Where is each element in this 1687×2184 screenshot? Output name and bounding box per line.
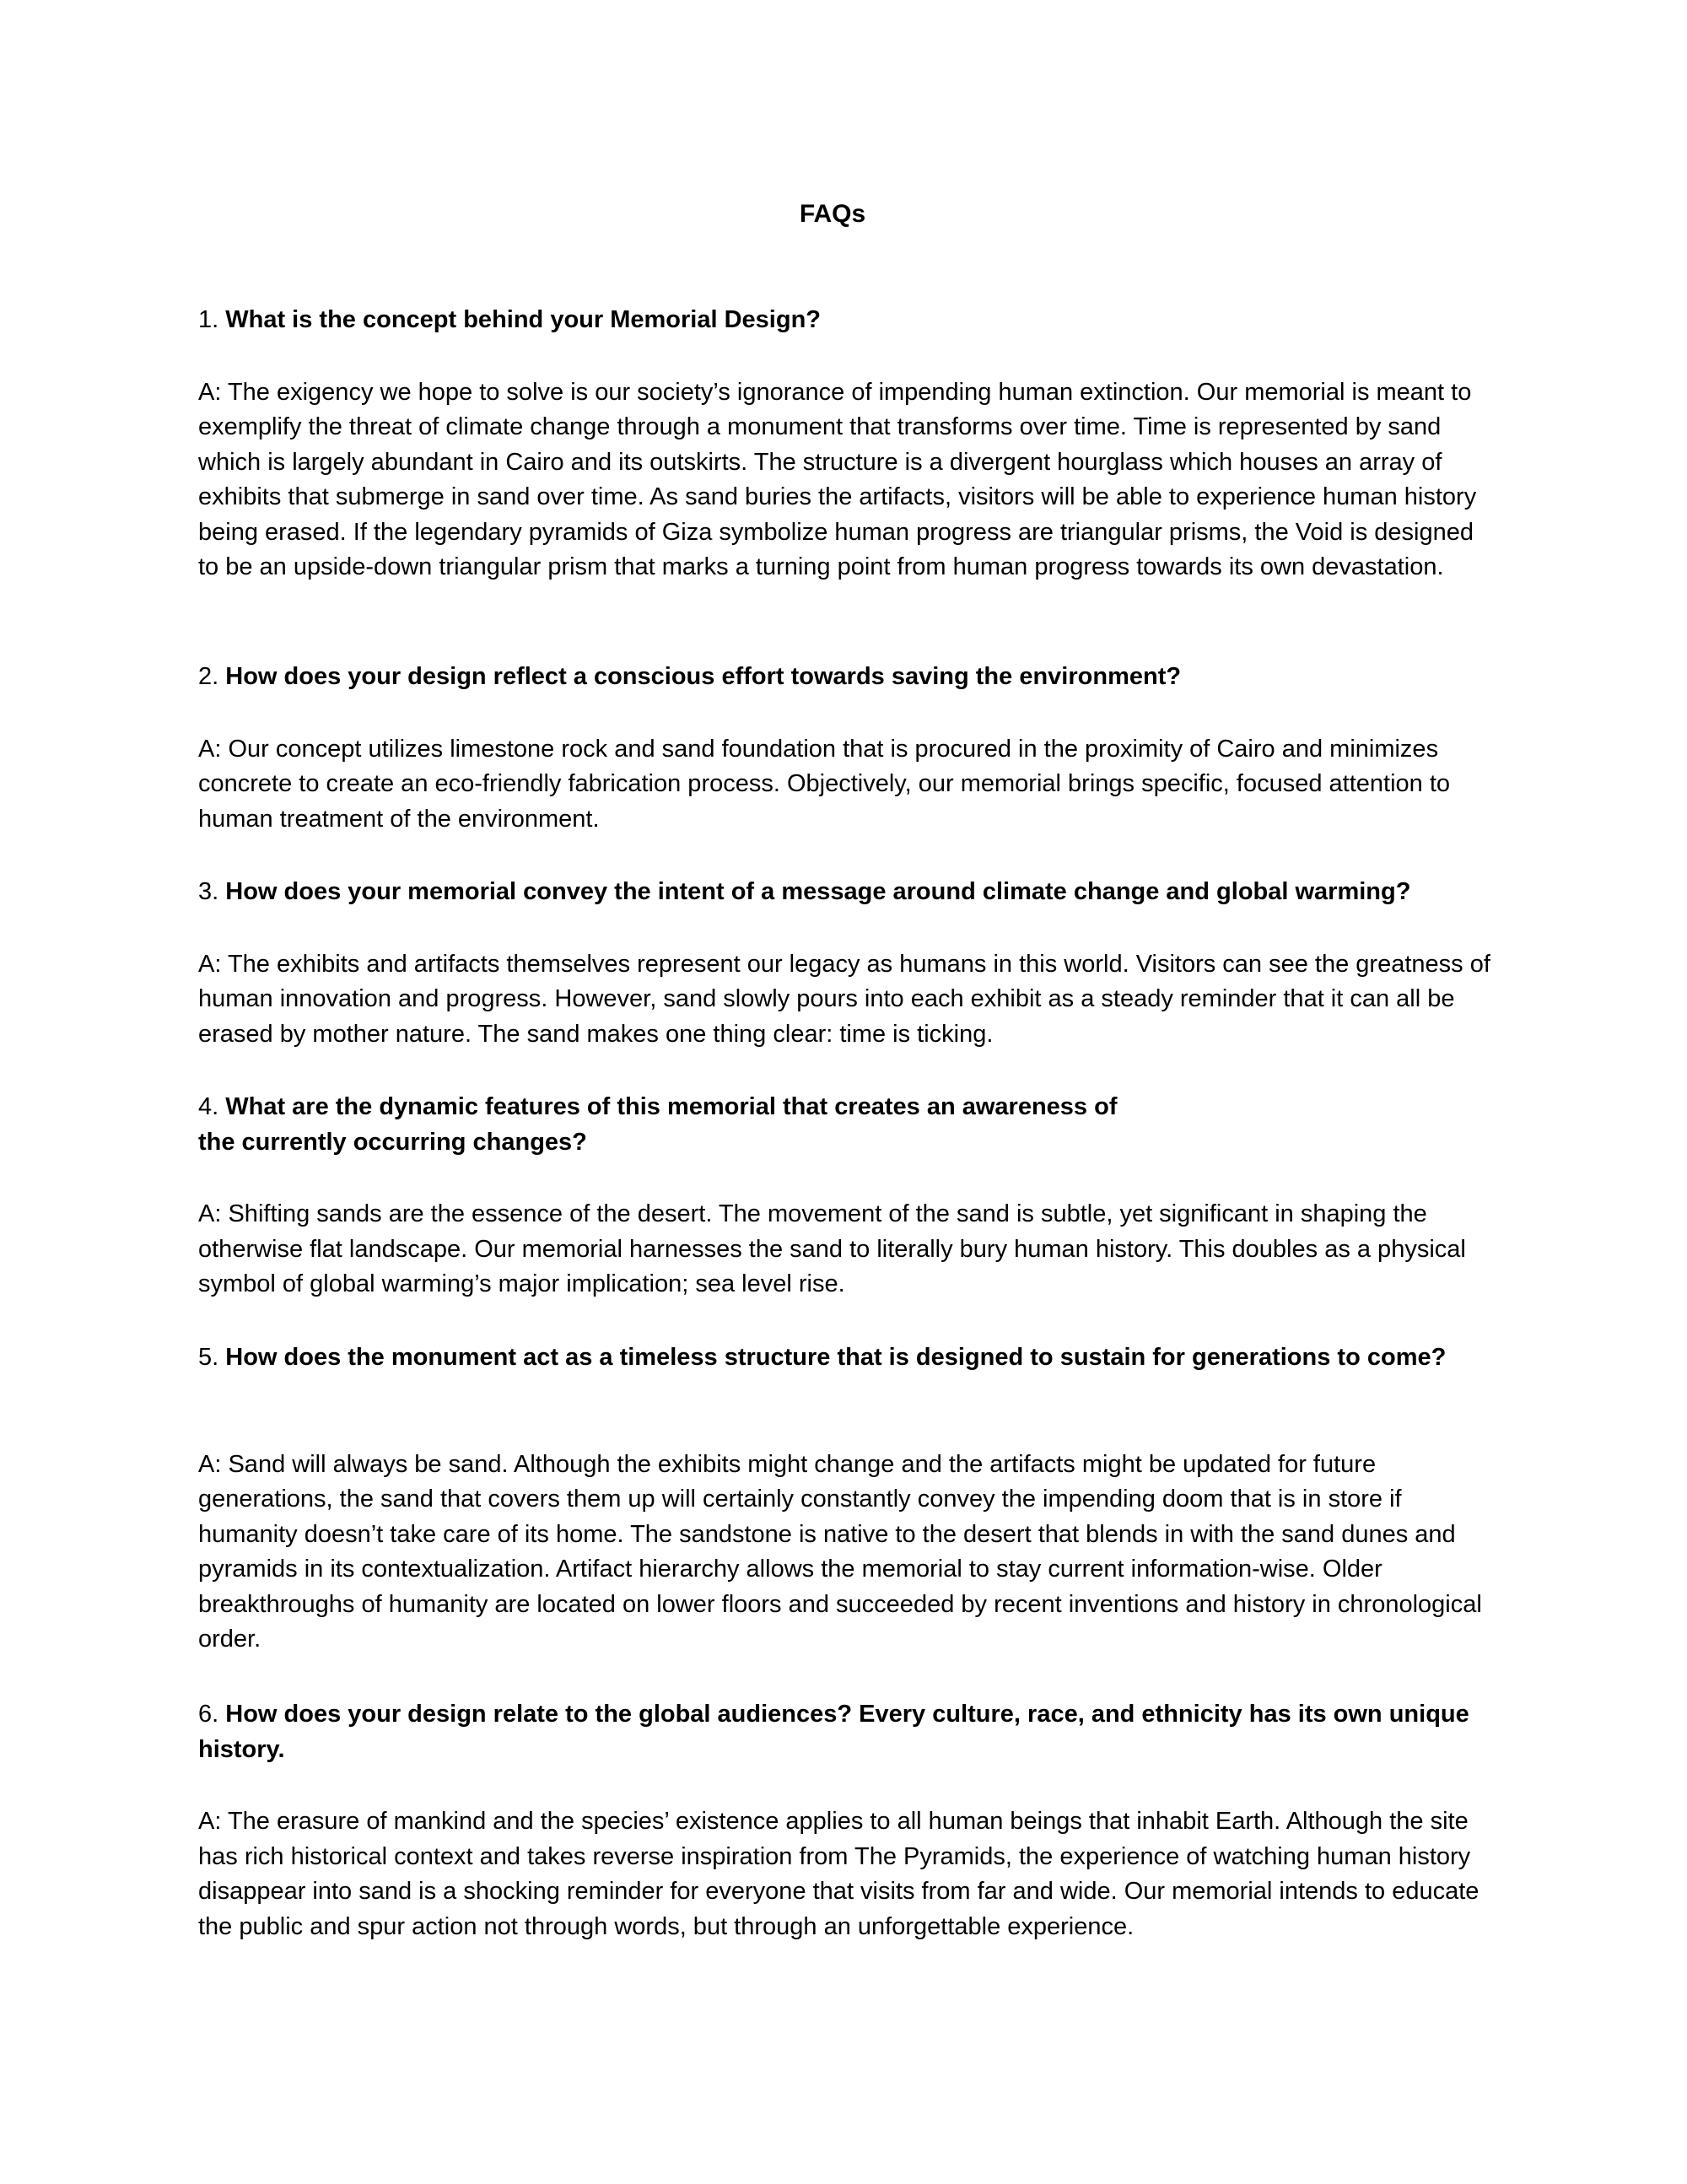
faq-question-3 bbox=[198, 875, 1497, 910]
faq-number: 5. bbox=[198, 1344, 219, 1371]
answer-prefix: A: bbox=[198, 1808, 222, 1835]
faq-item-4 bbox=[198, 1090, 1497, 1302]
faq-answer-text: The exhibits and artifacts themselves represent our legacy as humans in this world. Visitors can see the greatness of human innovation and progress. However, sand slowly pours into each exhibit as a steady reminder that it can all be erased by mother nature. The sand makes one thing clear: time is ticking. bbox=[198, 950, 1490, 1048]
faq-answer-text: Shifting sands are the essence of the desert. The movement of the sand is subtle, yet significant in shaping the otherwise flat landscape. Our memorial harnesses the sand to literally bury human history. This doubles as a physical symbol of global warming’s major implication; sea level rise. bbox=[198, 1200, 1466, 1297]
faq-item-2 bbox=[198, 660, 1497, 837]
faq-number: 4. bbox=[198, 1093, 219, 1120]
faq-answer-5 bbox=[198, 1448, 1497, 1658]
answer-prefix: A: bbox=[198, 378, 222, 406]
faq-number: 6. bbox=[198, 1701, 219, 1728]
faq-answer-6 bbox=[198, 1804, 1497, 1944]
faq-item-1 bbox=[198, 303, 1497, 585]
faq-question-text: How does your design reflect a conscious effort towards saving the environment? bbox=[225, 663, 1182, 690]
answer-prefix: A: bbox=[198, 1450, 222, 1478]
faq-question-4 bbox=[198, 1090, 1497, 1160]
faq-answer-text: Sand will always be sand. Although the exhibits might change and the artifacts might be updated for future generations, the sand that covers them up will certainly constantly convey the impending doom that is in store if humanity doesn’t take care of its home. The sandstone is native to the desert that blends in with the sand dunes and pyramids in its contextualization. Artifact hierarchy allows the memorial to stay current information-wise. Older breakthroughs of humanity are located on lower floors and succeeded by recent inventions and history in chronological order. bbox=[198, 1450, 1482, 1653]
answer-prefix: A: bbox=[198, 950, 222, 978]
faq-question-6 bbox=[198, 1697, 1497, 1767]
faq-question-text-line-2: the currently occurring changes? bbox=[198, 1128, 587, 1156]
faq-answer-text: The erasure of mankind and the species’ existence applies to all human beings that inhabit Earth. Although the site has rich historical context and takes reverse inspiration from The Pyramids, the experience of watching human history disappear into sand is a shocking reminder for everyone that visits from far and wide. Our memorial intends to educate the public and spur action not through words, but through an unforgettable experience. bbox=[198, 1808, 1479, 1940]
faq-number: 3. bbox=[198, 878, 219, 905]
faq-question-text: What is the concept behind your Memorial Design? bbox=[225, 306, 821, 333]
document-title: FAQs bbox=[799, 200, 866, 228]
answer-prefix: A: bbox=[198, 735, 222, 763]
faq-answer-text: Our concept utilizes limestone rock and sand foundation that is procured in the proximity of Cairo and minimizes concrete to create an eco-friendly fabrication process. Objectively, our memorial brings specific, focused attention to human treatment of the environment. bbox=[198, 735, 1451, 833]
faq-item-5 bbox=[198, 1340, 1497, 1658]
faq-question-5 bbox=[198, 1340, 1497, 1376]
faq-question-text: How does your memorial convey the intent of a message around climate change and global warming? bbox=[225, 878, 1411, 905]
faq-question-text: How does your design relate to the global audiences? Every culture, race, and ethnicity has its own unique history. bbox=[198, 1701, 1469, 1763]
faq-question-text-line-1: What are the dynamic features of this memorial that creates an awareness of bbox=[225, 1093, 1118, 1120]
faq-question-1 bbox=[198, 303, 1497, 338]
faq-number: 2. bbox=[198, 663, 219, 690]
faq-answer-3 bbox=[198, 947, 1497, 1053]
faq-number: 1. bbox=[198, 306, 219, 333]
answer-prefix: A: bbox=[198, 1200, 222, 1227]
faq-question-text: How does the monument act as a timeless structure that is designed to sustain for generations to come? bbox=[225, 1344, 1447, 1371]
faq-answer-1 bbox=[198, 375, 1497, 585]
faq-answer-2 bbox=[198, 732, 1497, 838]
faq-answer-4 bbox=[198, 1197, 1497, 1302]
faq-item-3 bbox=[198, 875, 1497, 1052]
faq-question-2 bbox=[198, 660, 1497, 695]
faq-item-6 bbox=[198, 1697, 1497, 1944]
faq-answer-text: The exigency we hope to solve is our society’s ignorance of impending human extinction. Our memorial is meant to exemplify the threat of climate change through a monument that transforms over time. Time is represented by sand which is largely abundant in Cairo and its outskirts. The structure is a divergent hourglass which houses an array of exhibits that submerge in sand over time. As sand buries the artifacts, visitors will be able to experience human history being erased. If the legendary pyramids of Giza symbolize human progress are triangular prisms, the Void is designed to be an upside-down triangular prism that marks a turning point from human progress towards its own devastation. bbox=[198, 378, 1477, 580]
